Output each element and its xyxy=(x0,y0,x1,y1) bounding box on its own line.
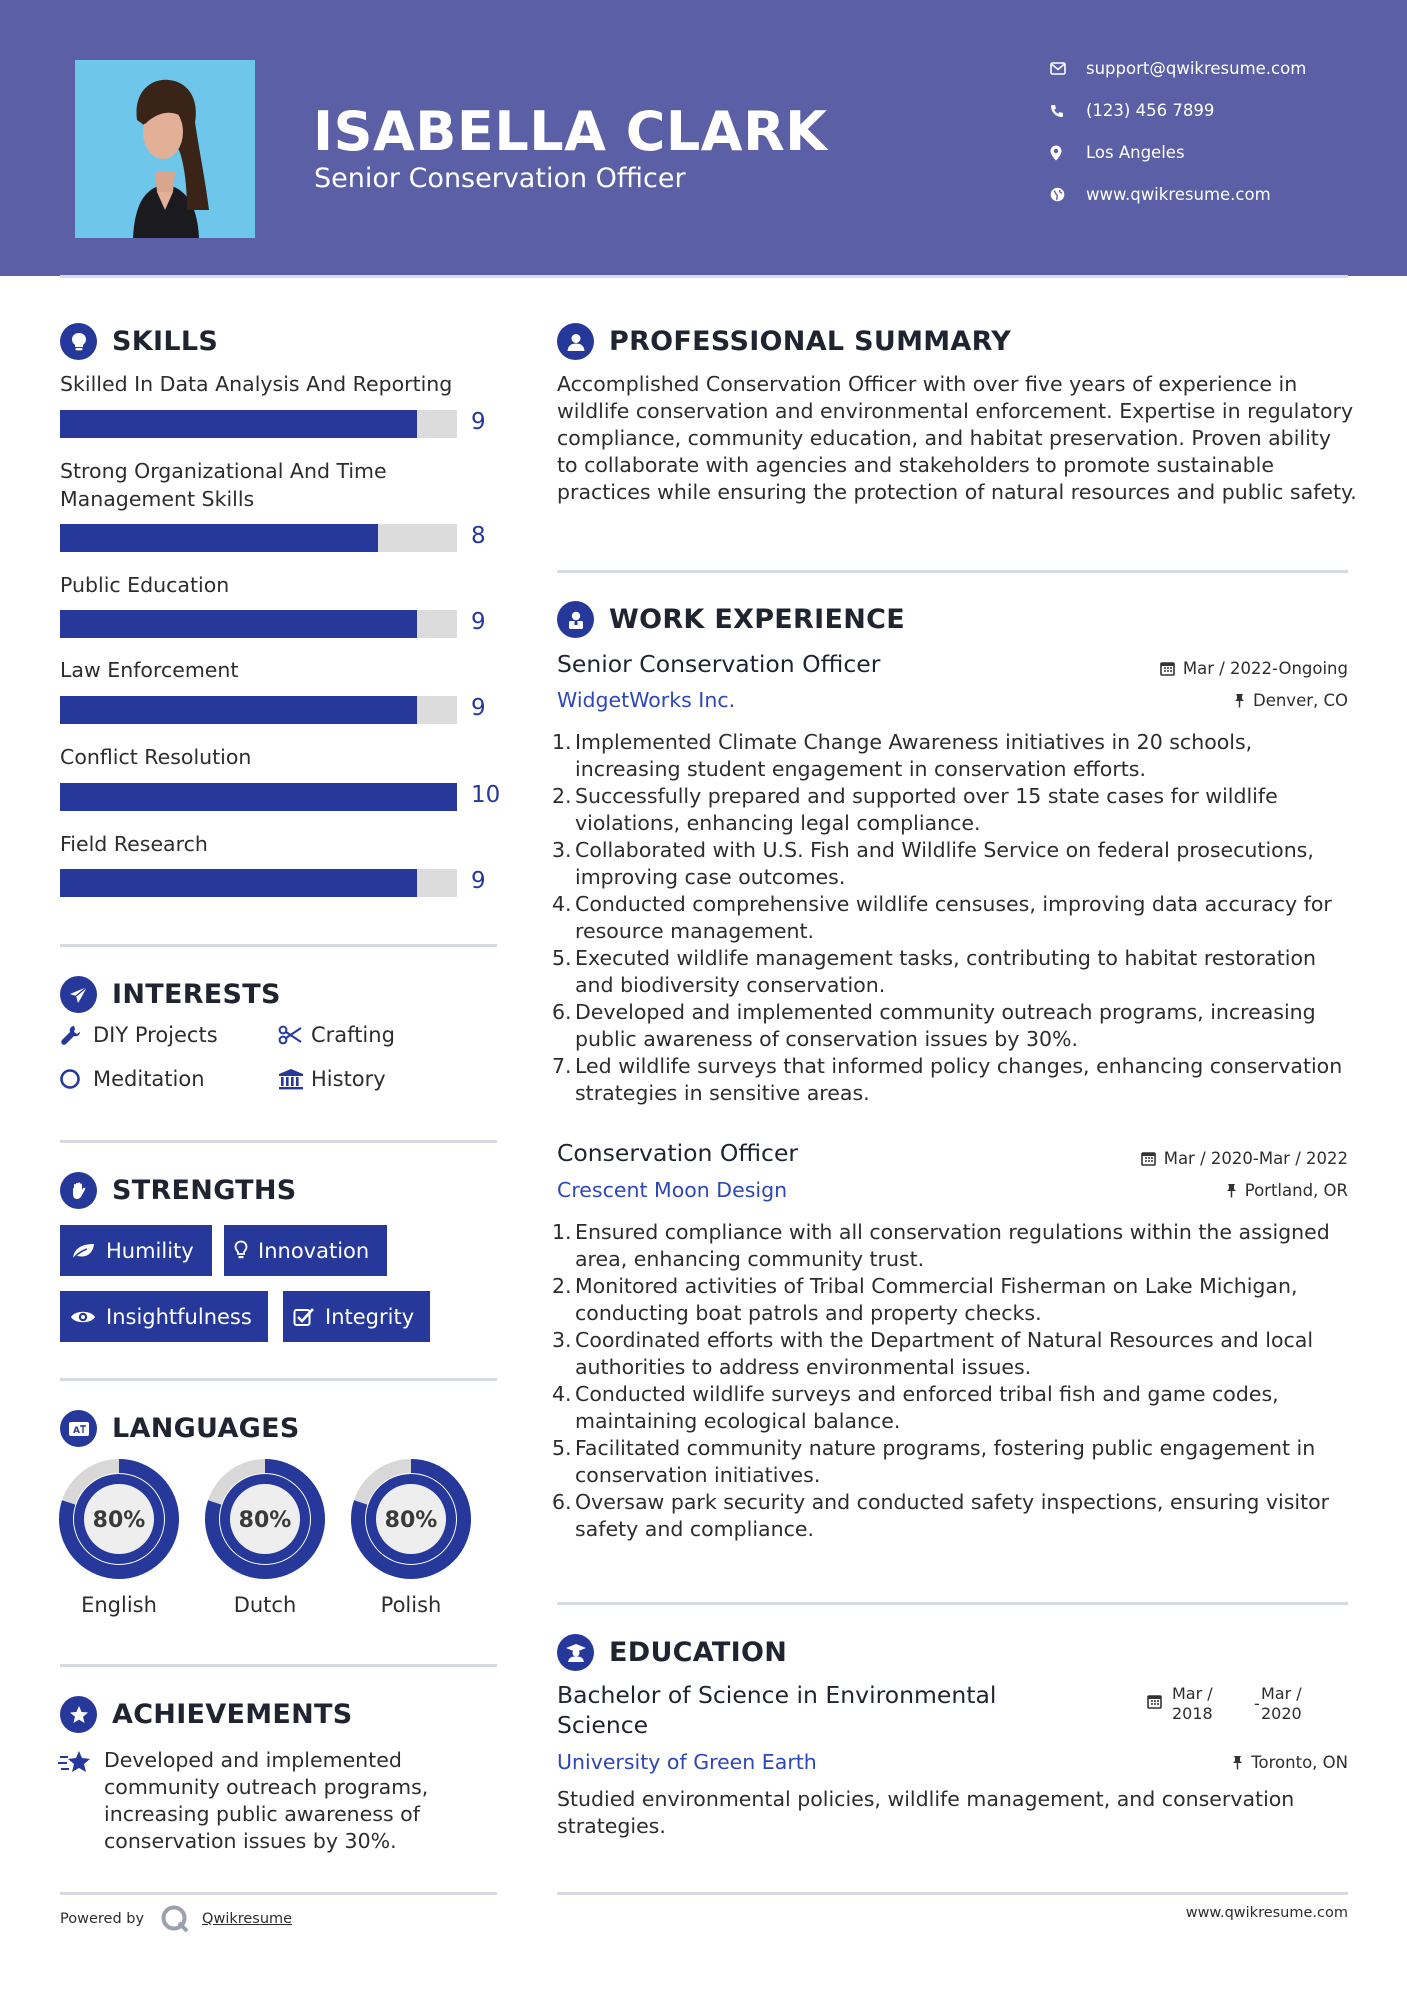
briefcase-user-icon xyxy=(557,601,594,638)
powered-by-label: Powered by xyxy=(60,1911,145,1927)
achievements-heading xyxy=(60,1696,353,1733)
job-bullets xyxy=(552,729,1357,1107)
skills-heading xyxy=(60,323,218,360)
skill-bar xyxy=(60,524,457,552)
pushpin-icon xyxy=(1226,1183,1237,1198)
skill-label: Strong Organizational And Time Management Skills xyxy=(60,459,387,511)
eye-icon xyxy=(70,1308,96,1326)
header-divider xyxy=(60,275,1348,278)
interests-heading xyxy=(60,976,281,1013)
skill-label: Field Research xyxy=(60,832,208,856)
skill-value: 9 xyxy=(471,609,486,635)
skill-bar-fill xyxy=(60,610,417,638)
calendar-icon xyxy=(1141,1151,1156,1166)
paper-plane-icon xyxy=(60,976,97,1013)
qwikresume-logo-icon xyxy=(160,1904,190,1934)
languages-heading xyxy=(60,1410,300,1447)
contact-location-text: Los Angeles xyxy=(1086,143,1185,162)
footer-url[interactable]: www.qwikresume.com xyxy=(1185,1905,1348,1921)
job-bullet: 4. Conducted comprehensive wildlife censuses, improving data accuracy for resource management. xyxy=(552,892,1332,943)
experience-title: WORK EXPERIENCE xyxy=(609,604,905,635)
skill-bar xyxy=(60,869,457,897)
job-bullet: 6. Developed and implemented community outreach programs, increasing public awareness of conservation issues by 30%. xyxy=(552,1000,1316,1051)
strength-label: Integrity xyxy=(325,1304,415,1329)
interest-item xyxy=(60,1023,218,1047)
degree-title: Bachelor of Science in Environmental Science xyxy=(557,1681,997,1739)
candidate-name: ISABELLA CLARK xyxy=(313,100,828,163)
leaf-icon xyxy=(70,1241,96,1261)
brand-link[interactable]: Qwikresume xyxy=(202,1911,293,1927)
strength-chip xyxy=(283,1291,430,1342)
pushpin-icon xyxy=(1234,693,1245,708)
strength-label: Innovation xyxy=(258,1238,370,1263)
education-description: Studied environmental policies, wildlife management, and conservation strategies. xyxy=(557,1787,1295,1838)
globe-icon xyxy=(1050,187,1086,202)
language-percent: 80% xyxy=(384,1508,438,1533)
interest-label: History xyxy=(311,1067,386,1091)
language-name: Polish xyxy=(380,1593,442,1617)
job-company: Crescent Moon Design xyxy=(557,1178,788,1202)
job-bullet: 6. Oversaw park security and conducted safety inspections, ensuring visitor safety and compliance. xyxy=(552,1490,1330,1541)
job-location xyxy=(1226,1181,1348,1200)
job-bullet: 4. Conducted wildlife surveys and enforced tribal fish and game codes, maintaining ecological balance. xyxy=(552,1382,1279,1433)
job-location-text: Portland, OR xyxy=(1244,1181,1348,1200)
skill-bar-fill xyxy=(60,524,378,552)
skill-value: 9 xyxy=(471,409,486,435)
star-icon xyxy=(60,1696,97,1733)
contact-email-text: support@qwikresume.com xyxy=(1086,59,1307,78)
education-location-text: Toronto, ON xyxy=(1251,1753,1348,1772)
skill-value: 10 xyxy=(471,782,501,808)
skill-bar xyxy=(60,696,457,724)
languages-title: LANGUAGES xyxy=(112,1413,300,1444)
contact-phone[interactable] xyxy=(1050,101,1214,120)
section-divider xyxy=(60,1378,497,1381)
skill-bar-fill xyxy=(60,696,417,724)
language-ring xyxy=(58,1458,180,1580)
summary-heading xyxy=(557,323,1011,360)
job-location-text: Denver, CO xyxy=(1252,691,1348,710)
job-bullet: 7. Led wildlife surveys that informed policy changes, enhancing conservation strategies in sensitive areas. xyxy=(552,1054,1343,1105)
lightbulb-icon xyxy=(60,323,97,360)
contact-website-text: www.qwikresume.com xyxy=(1086,185,1271,204)
job-date-text: Mar / 2020-Mar / 2022 xyxy=(1163,1149,1348,1168)
education-start-date: Mar / 2018 xyxy=(1172,1684,1213,1723)
experience-heading xyxy=(557,601,905,638)
education-heading xyxy=(557,1634,787,1671)
strength-label: Humility xyxy=(106,1238,194,1263)
strengths-heading xyxy=(60,1172,297,1209)
candidate-role: Senior Conservation Officer xyxy=(314,163,686,194)
strength-chip xyxy=(60,1225,212,1276)
skill-bar-fill xyxy=(60,783,457,811)
language-percent: 80% xyxy=(238,1508,292,1533)
strength-chip xyxy=(224,1225,387,1276)
job-bullet: 3. Collaborated with U.S. Fish and Wildlife Service on federal prosecutions, improving case outcomes. xyxy=(552,838,1314,889)
institution-icon xyxy=(278,1068,311,1090)
section-divider xyxy=(60,1140,497,1143)
interest-label: Meditation xyxy=(93,1067,205,1091)
language-name: English xyxy=(81,1593,157,1617)
wrench-icon xyxy=(60,1024,93,1046)
job-bullet: 1. Implemented Climate Change Awareness initiatives in 20 schools, increasing student engagement in conservation efforts. xyxy=(552,730,1253,781)
skill-bar xyxy=(60,783,457,811)
svg-text:A: A xyxy=(72,1425,80,1436)
circle-icon xyxy=(60,1068,93,1090)
scissors-icon xyxy=(278,1025,311,1045)
language-name: Dutch xyxy=(233,1593,297,1617)
job-date-text: Mar / 2022-Ongoing xyxy=(1182,659,1348,678)
interests-title: INTERESTS xyxy=(112,979,281,1010)
skill-bar xyxy=(60,610,457,638)
summary-text: Accomplished Conservation Officer with over five years of experience in wildlife conservation and environmental enforcement. Expertise in regulatory compliance, community education, and habitat preservation. Proven ability to collaborate with agencies and stakeholders to promote sustainable practices while ensuring the protection of natural resources and public safety. xyxy=(557,372,1357,504)
interest-item xyxy=(278,1067,386,1091)
pushpin-icon xyxy=(1232,1755,1243,1770)
skill-bar-fill xyxy=(60,869,417,897)
skill-label: Skilled In Data Analysis And Reporting xyxy=(60,372,453,396)
strength-label: Insightfulness xyxy=(106,1304,252,1329)
powered-by xyxy=(60,1904,292,1934)
summary-title: PROFESSIONAL SUMMARY xyxy=(609,326,1012,357)
contact-phone-text: (123) 456 7899 xyxy=(1086,101,1215,120)
language-ring xyxy=(350,1458,472,1580)
education-end-date: Mar / 2020 xyxy=(1261,1684,1302,1723)
interest-item xyxy=(60,1067,205,1091)
profile-photo xyxy=(75,60,255,238)
section-divider xyxy=(557,1602,1348,1605)
job-bullet: 5. Executed wildlife management tasks, contributing to habitat restoration and biodiversity conservation. xyxy=(552,946,1316,997)
achievement-text: Developed and implemented community outreach programs, increasing public awareness of conservation issues by 30%. xyxy=(104,1748,429,1853)
job-company: WidgetWorks Inc. xyxy=(557,688,736,712)
user-icon xyxy=(557,323,594,360)
hand-icon xyxy=(60,1172,97,1209)
calendar-icon xyxy=(1160,661,1175,676)
language-percent: 80% xyxy=(92,1508,146,1533)
school-name: University of Green Earth xyxy=(557,1750,817,1774)
job-bullet: 2. Successfully prepared and supported over 15 state cases for wildlife violations, enhancing legal compliance. xyxy=(552,784,1278,835)
lightbulb-icon xyxy=(234,1240,248,1262)
skill-value: 8 xyxy=(471,523,486,549)
job-bullet: 2. Monitored activities of Tribal Commercial Fisherman on Lake Michigan, conducting boat patrols and property checks. xyxy=(552,1274,1298,1325)
job-date xyxy=(1160,659,1348,678)
language-ring xyxy=(204,1458,326,1580)
skill-bar xyxy=(60,410,457,438)
job-title: Conservation Officer xyxy=(557,1139,799,1167)
section-divider xyxy=(557,570,1348,573)
section-divider xyxy=(557,1892,1348,1895)
strength-chip xyxy=(60,1291,268,1342)
skill-label: Conflict Resolution xyxy=(60,745,252,769)
education-date-separator: - xyxy=(1254,1694,1260,1713)
job-bullet: 1. Ensured compliance with all conservation regulations within the assigned area, enhancing community trust. xyxy=(552,1220,1330,1271)
skill-value: 9 xyxy=(471,695,486,721)
job-date xyxy=(1141,1149,1348,1168)
job-bullet: 3. Coordinated efforts with the Department of Natural Resources and local authorities to address environmental issues. xyxy=(552,1328,1314,1379)
job-bullets xyxy=(552,1219,1357,1543)
calendar-icon xyxy=(1147,1694,1162,1713)
skill-bar-fill xyxy=(60,410,417,438)
skill-value: 9 xyxy=(471,868,486,894)
skills-title: SKILLS xyxy=(112,326,219,357)
strengths-title: STRENGTHS xyxy=(112,1175,297,1206)
job-title: Senior Conservation Officer xyxy=(557,650,881,678)
achievements-title: ACHIEVEMENTS xyxy=(112,1699,353,1730)
education-title: EDUCATION xyxy=(609,1637,788,1668)
contact-location xyxy=(1050,143,1185,162)
contact-email[interactable] xyxy=(1050,59,1306,78)
contact-website[interactable] xyxy=(1050,185,1271,204)
section-divider xyxy=(60,1892,497,1895)
skill-label: Law Enforcement xyxy=(60,658,239,682)
location-pin-icon xyxy=(1050,145,1086,161)
interest-label: DIY Projects xyxy=(93,1023,218,1047)
check-square-icon xyxy=(293,1307,315,1327)
graduate-icon xyxy=(557,1634,594,1671)
interest-item xyxy=(278,1023,395,1047)
interest-label: Crafting xyxy=(311,1023,395,1047)
phone-icon xyxy=(1050,104,1086,118)
section-divider xyxy=(60,1664,497,1667)
envelope-icon xyxy=(1050,62,1086,75)
stars-icon xyxy=(58,1749,92,1779)
education-location xyxy=(1232,1753,1348,1772)
job-location xyxy=(1234,691,1348,710)
job-bullet: 5. Facilitated community nature programs, fostering public engagement in conservation initiatives. xyxy=(552,1436,1316,1487)
language-icon xyxy=(60,1410,97,1447)
resume-header xyxy=(0,0,1407,276)
section-divider xyxy=(60,944,497,947)
skill-label: Public Education xyxy=(60,573,230,597)
